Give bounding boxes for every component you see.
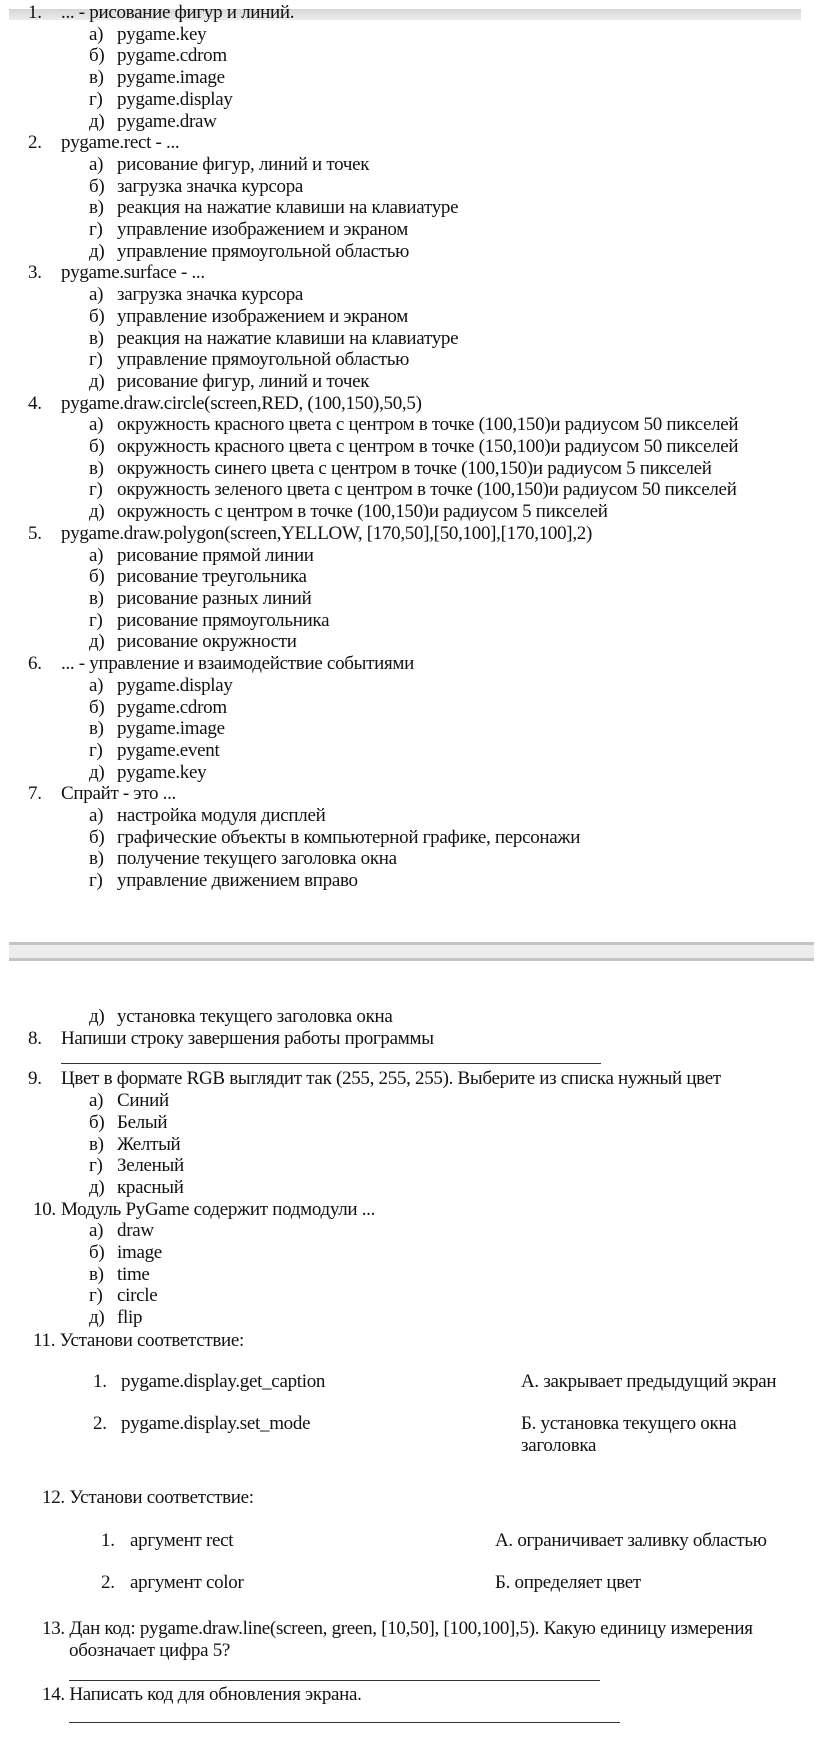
option-6-0: а) pygame.display: [89, 674, 233, 696]
option-10-0: а) draw: [89, 1220, 154, 1242]
option-7-1: б) графические объекты в компьютерной графике, персонажи: [89, 826, 581, 848]
match-12-left-2: 2. аргумент color: [101, 1572, 244, 1593]
option-2-2: в) реакция на нажатие клавиши на клавиатуре: [89, 197, 459, 219]
option-3-1: б) управление изображением и экраном: [89, 305, 408, 327]
option-10-3: г) circle: [89, 1285, 158, 1307]
question-12-title: 12. Установи соответствие:: [42, 1487, 254, 1508]
option-1-0: а) pygame.key: [89, 23, 207, 45]
option-9-2: в) Желтый: [89, 1133, 181, 1155]
option-6-3: г) pygame.event: [89, 739, 220, 761]
option-5-0: а) рисование прямой линии: [89, 544, 314, 566]
option-7-0: а) настройка модуля дисплей: [89, 805, 326, 827]
question-2: 2. pygame.rect - ...: [28, 132, 180, 154]
option-2-3: г) управление изображением и экраном: [89, 219, 408, 241]
option-4-0: а) окружность красного цвета с центром в точке (100,150)и радиусом 50 пикселей: [89, 414, 739, 436]
option-4-4: д) окружность с центром в точке (100,150)и радиусом 5 пикселей: [89, 501, 608, 523]
match-12-right-b: Б. определяет цвет: [495, 1572, 641, 1593]
option-4-1: б) окружность красного цвета с центром в точке (150,100)и радиусом 50 пикселей: [89, 436, 739, 458]
answer-line-14[interactable]: [69, 1722, 620, 1723]
question-7: 7. Спрайт - это ...: [28, 783, 176, 805]
option-4-3: г) окружность зеленого цвета с центром в точке (100,150)и радиусом 50 пикселей: [89, 479, 737, 501]
answer-line-13[interactable]: [69, 1680, 600, 1681]
match-12-right-a: А. ограничивает заливку областью: [495, 1530, 767, 1551]
option-7-3: г) управление движением вправо: [89, 870, 358, 892]
option-3-4: д) рисование фигур, линий и точек: [89, 370, 370, 392]
question-1: 1. ... - рисование фигур и линий.: [28, 2, 295, 23]
option-5-1: б) рисование треугольника: [89, 566, 307, 588]
option-6-2: в) pygame.image: [89, 718, 225, 740]
option-4-2: в) окружность синего цвета с центром в точке (100,150)и радиусом 5 пикселей: [89, 457, 712, 479]
question-9: 9. Цвет в формате RGB выглядит так (255, 255, 255). Выберите из списка нужный цвет: [28, 1068, 721, 1090]
question-8: 8. Напиши строку завершения работы программы: [28, 1027, 434, 1049]
match-11-left-2: 2. pygame.display.set_mode: [93, 1413, 311, 1434]
option-1-2: в) pygame.image: [89, 67, 225, 89]
option-7-d: д) установка текущего заголовка окна: [89, 1006, 393, 1027]
question-6: 6. ... - управление и взаимодействие событиями: [28, 653, 414, 675]
option-5-3: г) рисование прямоугольника: [89, 609, 330, 631]
option-9-3: г) Зеленый: [89, 1155, 184, 1177]
option-3-2: в) реакция на нажатие клавиши на клавиатуре: [89, 327, 459, 349]
match-11-right-b-cont: заголовка: [521, 1435, 597, 1456]
option-1-3: г) pygame.display: [89, 88, 233, 110]
match-11-right-a: А. закрывает предыдущий экран: [521, 1371, 777, 1392]
option-5-4: д) рисование окружности: [89, 631, 297, 653]
option-5-2: в) рисование разных линий: [89, 587, 312, 609]
option-9-4: д) красный: [89, 1176, 184, 1198]
option-9-1: б) Белый: [89, 1111, 168, 1133]
question-10: 10. Модуль PyGame содержит подмодули ...: [33, 1198, 376, 1220]
option-3-0: а) загрузка значка курсора: [89, 284, 304, 306]
option-2-0: а) рисование фигур, линий и точек: [89, 153, 370, 175]
page-break-separator: [9, 942, 814, 961]
question-11-title: 11. Установи соответствие:: [33, 1330, 245, 1351]
option-1-1: б) pygame.cdrom: [89, 45, 227, 67]
option-10-4: д) flip: [89, 1307, 143, 1329]
answer-line-8[interactable]: [61, 1049, 601, 1064]
question-4: 4. pygame.draw.circle(screen,RED, (100,150),50,5): [28, 392, 422, 414]
question-14: 14. Написать код для обновления экрана.: [42, 1684, 362, 1705]
option-6-1: б) pygame.cdrom: [89, 696, 227, 718]
question-3: 3. pygame.surface - ...: [28, 262, 205, 284]
question-5: 5. pygame.draw.polygon(screen,YELLOW, [170,50],[50,100],[170,100],2): [28, 522, 593, 544]
option-2-1: б) загрузка значка курсора: [89, 175, 304, 197]
option-3-3: г) управление прямоугольной областью: [89, 349, 410, 371]
page-1: [0, 2, 823, 892]
option-1-4: д) pygame.draw: [89, 110, 217, 132]
question-13-cont: обозначает цифра 5?: [69, 1640, 231, 1661]
option-7-2: в) получение текущего заголовка окна: [89, 848, 397, 870]
option-9-0: а) Синий: [89, 1090, 169, 1112]
match-11-left-1: 1. pygame.display.get_caption: [93, 1371, 326, 1392]
option-2-4: д) управление прямоугольной областью: [89, 240, 410, 262]
option-6-4: д) pygame.key: [89, 761, 207, 783]
match-12-left-1: 1. аргумент rect: [101, 1530, 234, 1551]
option-10-2: в) time: [89, 1263, 150, 1285]
option-10-1: б) image: [89, 1242, 162, 1264]
page-2: [0, 1006, 823, 1329]
question-13: 13. Дан код: pygame.draw.line(screen, green, [10,50], [100,100],5). Какую единицу измерения: [42, 1618, 753, 1639]
match-11-right-b: Б. установка текущего окна: [521, 1413, 737, 1434]
